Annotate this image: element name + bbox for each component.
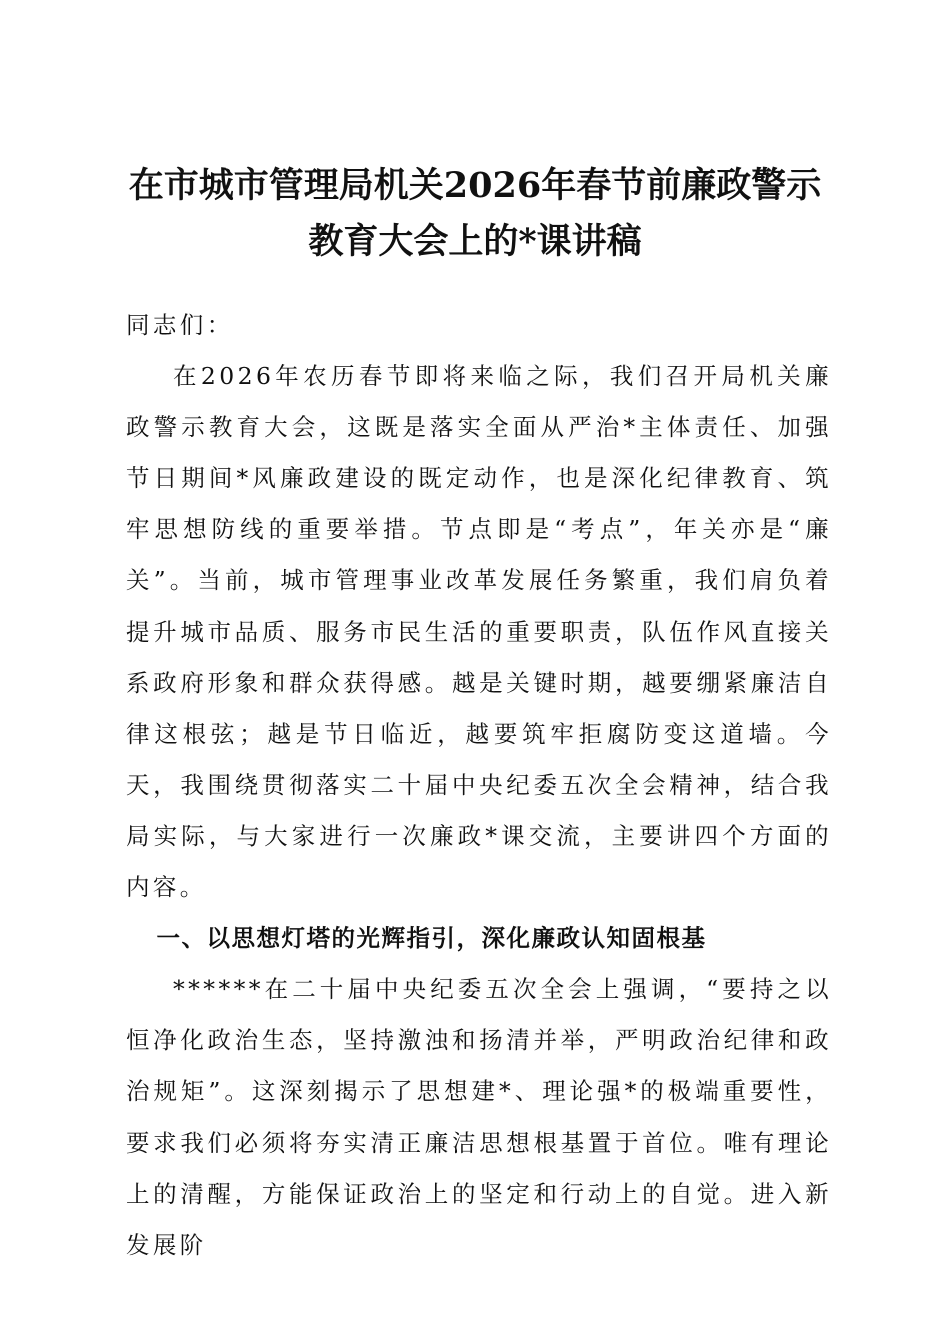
title-line-1: 在市城市管理局机关2026年春节前廉政警示 <box>128 165 822 206</box>
section-heading-1: 一、以思想灯塔的光辉指引，深化廉政认知固根基 <box>156 924 707 953</box>
paragraph-section-1: ******在二十届中央纪委五次全会上强调，“要持之以恒净化政治生态，坚持激浊和扬清并举，严明政治纪律和政治规矩”。这深刻揭示了思想建*、理论强*的极端重要性，要求我们必须将夯实清正廉洁思想根基置于首位。唯有理论上的清醒，方能保证政治上的坚定和行动上的自觉。进入新发展阶 <box>126 975 832 1259</box>
salutation: 同志们： <box>126 311 234 339</box>
title-line-2: 教育大会上的*课讲稿 <box>308 221 642 262</box>
document-title <box>0 158 950 270</box>
paragraph-intro: 在2026年农历春节即将来临之际，我们召开局机关廉政警示教育大会，这既是落实全面从严治*主体责任、加强节日期间*风廉政建设的既定动作，也是深化纪律教育、筑牢思想防线的重要举措。节点即是“考点”，年关亦是“廉关”。当前，城市管理事业改革发展任务繁重，我们肩负着提升城市品质、服务市民生活的重要职责，队伍作风直接关系政府形象和群众获得感。越是关键时期，越要绷紧廉洁自律这根弦；越是节日临近，越要筑牢拒腐防变这道墙。今天，我围绕贯彻落实二十届中央纪委五次全会精神，结合我局实际，与大家进行一次廉政*课交流，主要讲四个方面的内容。 <box>126 362 832 902</box>
document-body <box>126 300 832 1271</box>
